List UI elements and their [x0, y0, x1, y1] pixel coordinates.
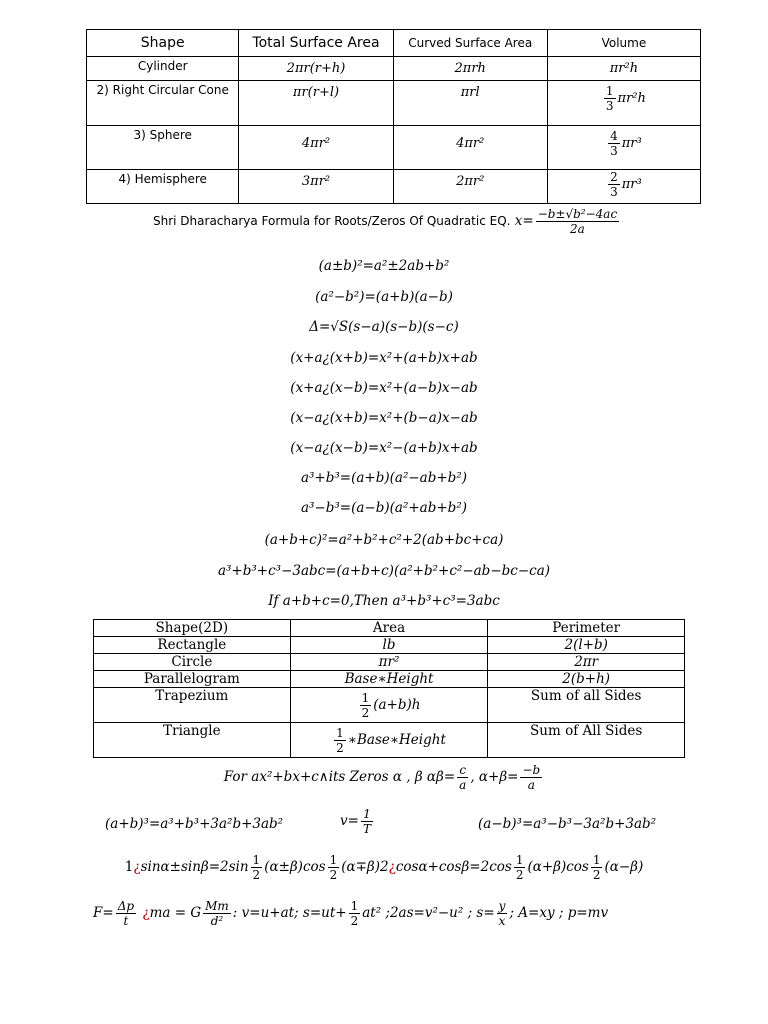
identity-line: (x−a¿(x−b)=x²−(a+b)x+ab	[290, 440, 478, 456]
tsa-formula: 3πr²	[239, 170, 393, 204]
area-formula: lb	[290, 637, 488, 654]
cube-sum-identity: (a+b)³=a³+b³+3a²b+3ab²	[105, 816, 284, 832]
tsa-formula: 4πr²	[239, 126, 393, 170]
volume-formula: πr²h	[547, 57, 700, 81]
shape-name: Triangle	[94, 723, 291, 758]
area-formula: πr²	[290, 654, 488, 671]
volume-formula: $\frac{2}{3}$ πr³	[547, 170, 700, 204]
header-curved-surface-area: Curved Surface Area	[393, 30, 547, 57]
perimeter-formula: 2(b+h)	[488, 671, 685, 688]
identity-line: (x+a¿(x−b)=x²+(a−b)x−ab	[290, 380, 478, 396]
shape-name: Cylinder	[87, 57, 239, 81]
table-row	[94, 671, 685, 688]
header-shape-2d: Shape(2D)	[94, 620, 291, 637]
shape-name: Trapezium	[94, 688, 291, 723]
area-formula: Base∗Height	[290, 671, 488, 688]
shape-name: Circle	[94, 654, 291, 671]
table-row	[87, 81, 701, 126]
identity-line: (a²−b²)=(a+b)(a−b)	[315, 289, 453, 305]
table-row	[94, 637, 685, 654]
header-total-surface-area: Total Surface Area	[239, 30, 393, 57]
quadratic-formula-line	[153, 208, 621, 235]
shape-name: Parallelogram	[94, 671, 291, 688]
perimeter-formula: 2(l+b)	[488, 637, 685, 654]
header-perimeter: Perimeter	[488, 620, 685, 637]
quadratic-label: Shri Dharacharya Formula for Roots/Zeros Of Quadratic EQ.	[153, 214, 511, 228]
shape-name: 2) Right Circular Cone	[87, 81, 239, 126]
identity-line: (a+b+c)²=a²+b²+c²+2(ab+bc+ca)	[264, 532, 504, 548]
solids-table	[86, 29, 701, 204]
header-shape: Shape	[87, 30, 239, 57]
identity-line: a³−b³=(a−b)(a²+ab+b²)	[300, 500, 468, 516]
frequency-formula: v= $\frac{1}{T}$	[340, 807, 371, 836]
perimeter-formula: Sum of all Sides	[488, 688, 685, 723]
perimeter-formula: 2πr	[488, 654, 685, 671]
cube-diff-identity: (a−b)³=a³−b³−3a²b+3ab²	[478, 816, 657, 832]
shape-name: 4) Hemisphere	[87, 170, 239, 204]
quadratic-lhs: x=	[514, 213, 534, 229]
plane-table-header	[94, 620, 685, 637]
physics-formulas-line: F= $\frac{\Delta p}{t}$ ¿ma = G $\frac{Mm}{\text{d²}}$ : v=u+at; s=ut+ $\frac{1}{2}$ at² ;2as=v²−u² ; s= $\frac{y}{x}$ ; A=xy ; p=mv	[93, 899, 609, 928]
trig-identities-line: 1¿sinα±sinβ=2sin $\frac{1}{2}$ (α±β)cos $\frac{1}{2}$ (α∓β)2¿cosα+cosβ=2cos $\frac{1}{2}$ (α+β)cos $\frac{1}{2}$ (α−β)	[124, 853, 644, 882]
table-row	[87, 57, 701, 81]
table-row	[87, 126, 701, 170]
area-formula: $\frac{1}{2}$ ∗Base∗Height	[290, 723, 488, 758]
table-row	[87, 170, 701, 204]
perimeter-formula: Sum of All Sides	[488, 723, 685, 758]
volume-formula: $\frac{1}{3}$ πr²h	[547, 81, 700, 126]
table-row	[94, 723, 685, 758]
identity-line: a³+b³=(a+b)(a²−ab+b²)	[300, 470, 468, 486]
shape-name: 3) Sphere	[87, 126, 239, 170]
identity-line: (x+a¿(x+b)=x²+(a+b)x+ab	[290, 350, 478, 366]
quadratic-fraction: $\frac{\text{−b±√b²−4ac}}{2a}$	[537, 207, 618, 236]
tsa-formula: πr(r+l)	[239, 81, 393, 126]
tsa-formula: 2πr(r+h)	[239, 57, 393, 81]
identity-line: (a±b)²=a²±2ab+b²	[318, 258, 450, 274]
table-row	[94, 688, 685, 723]
identity-line: If a+b+c=0,Then a³+b³+c³=3abc	[268, 593, 500, 609]
table-row	[94, 654, 685, 671]
volume-formula: $\frac{4}{3}$ πr³	[547, 126, 700, 170]
identity-line: (x−a¿(x+b)=x²+(b−a)x−ab	[290, 410, 478, 426]
area-formula: $\frac{1}{2}$ (a+b)h	[290, 688, 488, 723]
header-area: Area	[290, 620, 488, 637]
solids-table-header	[87, 30, 701, 57]
zeros-relation-line: For ax²+bx+c∧its Zeros α , β αβ= $\frac{c}{a}$ , α+β= $\frac{-b}{a}$	[223, 763, 541, 792]
header-volume: Volume	[547, 30, 700, 57]
plane-figures-table	[93, 619, 685, 758]
identity-line: Δ=√S(s−a)(s−b)(s−c)	[309, 319, 459, 335]
csa-formula: 4πr²	[393, 126, 547, 170]
csa-formula: 2πrh	[393, 57, 547, 81]
shape-name: Rectangle	[94, 637, 291, 654]
csa-formula: 2πr²	[393, 170, 547, 204]
csa-formula: πrl	[393, 81, 547, 126]
identity-line: a³+b³+c³−3abc=(a+b+c)(a²+b²+c²−ab−bc−ca)	[217, 563, 551, 579]
